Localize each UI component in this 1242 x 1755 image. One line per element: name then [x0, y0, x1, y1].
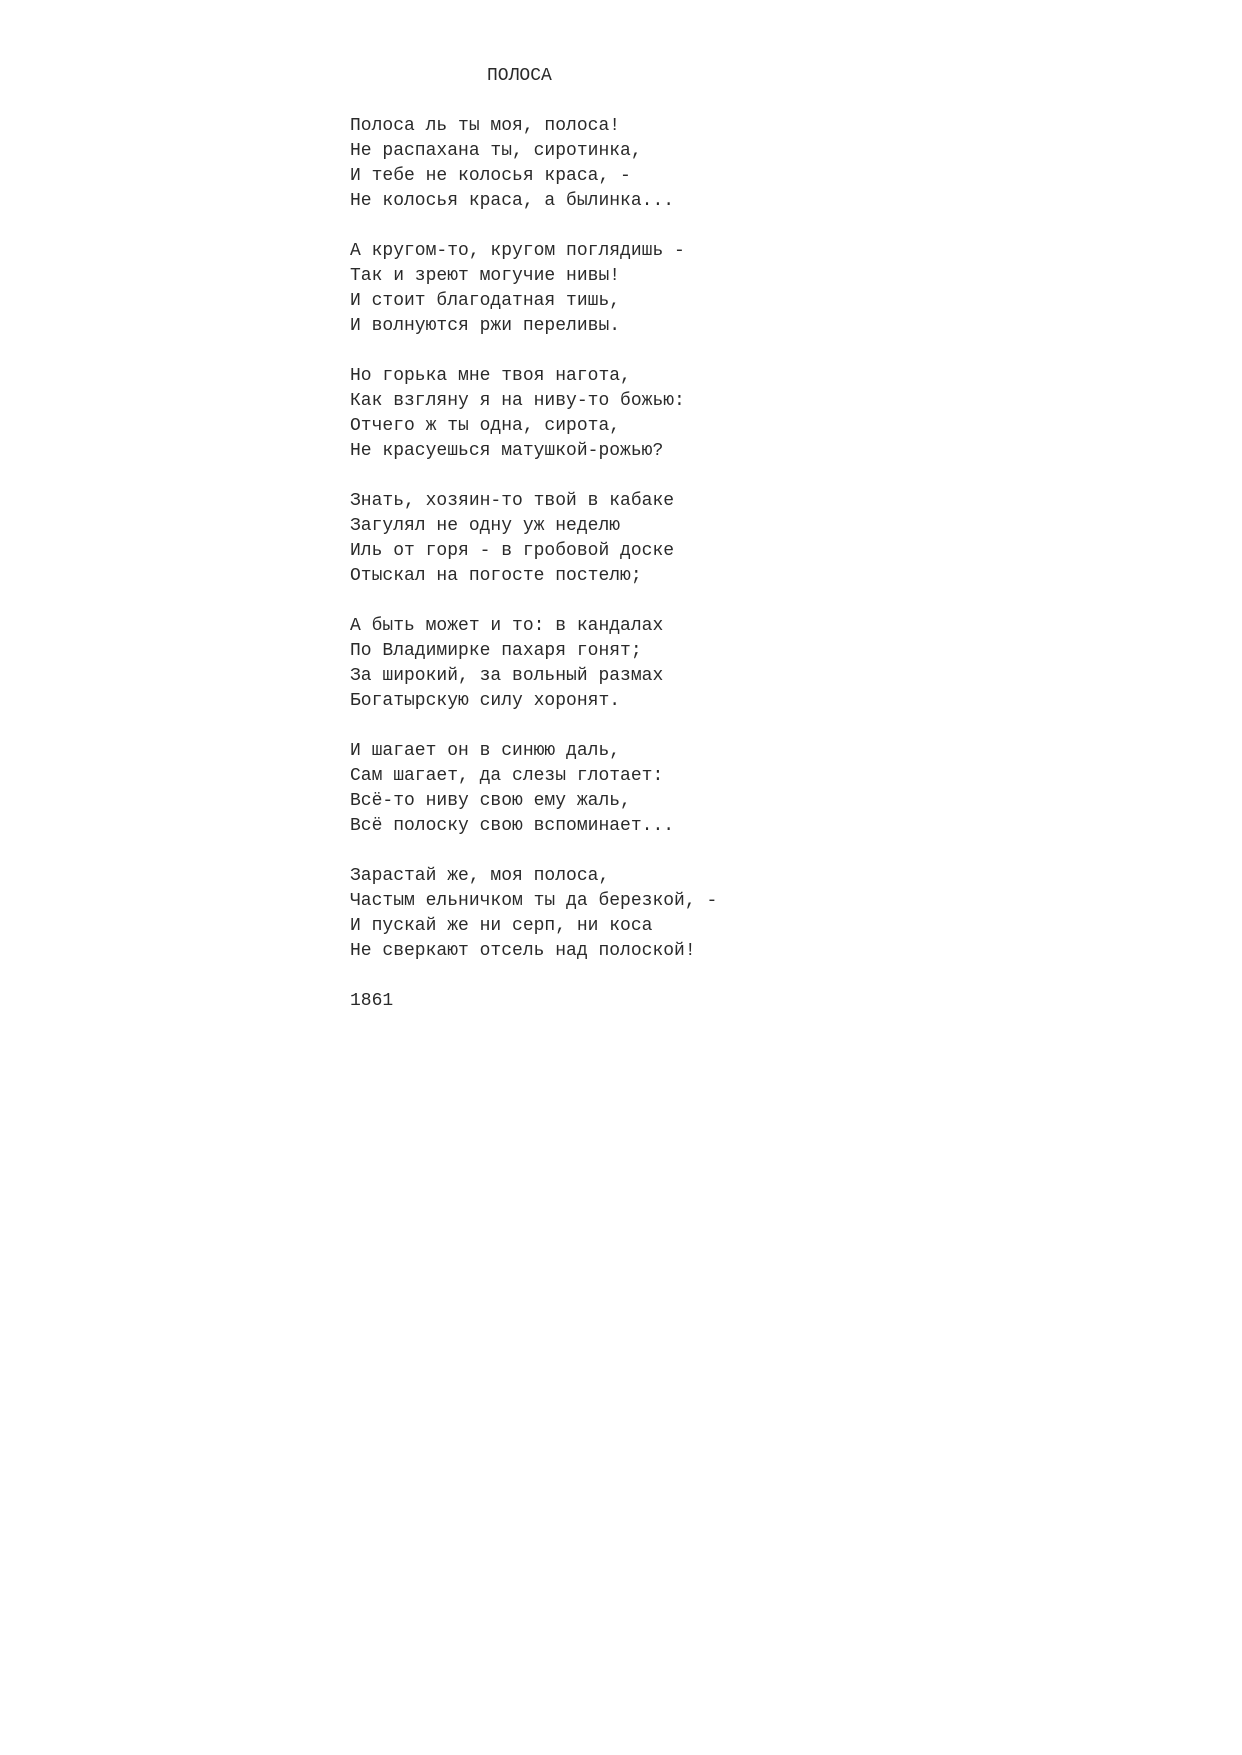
stanza: [350, 489, 717, 589]
poem-line: Полоса ль ты моя, полоса!: [350, 116, 621, 136]
poem-line: Зарастай же, моя полоса,: [350, 866, 610, 886]
poem-line: Знать, хозяин-то твой в кабаке: [350, 491, 675, 511]
poem-line: За широкий, за вольный размах: [350, 666, 664, 686]
poem-line: Отыскал на погосте постелю;: [350, 566, 642, 586]
poem-line: А кругом-то, кругом поглядишь -: [350, 241, 685, 261]
poem-line: И волнуются ржи переливы.: [350, 316, 621, 336]
poem-line: Как взгляну я на ниву-то божью:: [350, 391, 685, 411]
poem-line: Сам шагает, да слезы глотает:: [350, 766, 664, 786]
poem-line: Иль от горя - в гробовой доске: [350, 541, 675, 561]
stanza: [350, 364, 717, 464]
poem-line: Загулял не одну уж неделю: [350, 516, 621, 536]
poem-line: Не распахана ты, сиротинка,: [350, 141, 642, 161]
stanza: [350, 239, 717, 339]
poem-line: Отчего ж ты одна, сирота,: [350, 416, 621, 436]
stanza: [350, 864, 717, 964]
poem-line: Всё полоску свою вспоминает...: [350, 816, 675, 836]
poem-line: И пускай же ни серп, ни коса: [350, 916, 653, 936]
poem-date: 1861: [350, 991, 394, 1011]
poem-line: Но горька мне твоя нагота,: [350, 366, 631, 386]
poem-line: Так и зреют могучие нивы!: [350, 266, 621, 286]
stanza: [350, 614, 717, 714]
poem-body: [350, 114, 717, 1014]
poem-line: Не сверкают отсель над полоской!: [350, 941, 696, 961]
poem-line: И стоит благодатная тишь,: [350, 291, 621, 311]
poem-line: Богатырскую силу хоронят.: [350, 691, 621, 711]
poem-line: Всё-то ниву свою ему жаль,: [350, 791, 631, 811]
poem-line: Не красуешься матушкой-рожью?: [350, 441, 664, 461]
poem-title: ПОЛОСА: [487, 66, 552, 86]
poem-line: И тебе не колосья краса, -: [350, 166, 631, 186]
poem-line: Не колосья краса, а былинка...: [350, 191, 675, 211]
poem-line: Частым ельничком ты да березкой, -: [350, 891, 718, 911]
poem-line: А быть может и то: в кандалах: [350, 616, 664, 636]
stanza: [350, 739, 717, 839]
poem-line: По Владимирке пахаря гонят;: [350, 641, 642, 661]
poem-line: И шагает он в синюю даль,: [350, 741, 621, 761]
stanza: [350, 114, 717, 214]
